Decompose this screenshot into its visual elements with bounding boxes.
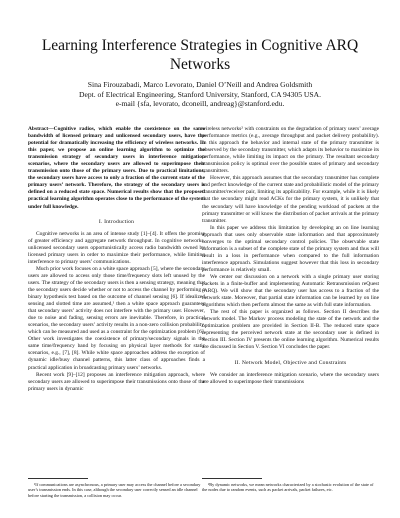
paragraph: Cognitive networks is an area of intense study [1]–[4]. It offers the promise of greater efficiency and aggregate network throughput. In cognitive networks, unlicensed secondary users opportunistically access radio bandwidth owned by licensed primary users in order to maximize their performance, while limiting interference to primary users’ communications. <box>28 230 205 265</box>
authors: Sina Firouzabadi, Marco Levorato, Daniel O’Neill and Andrea Goldsmith <box>87 80 313 89</box>
abstract: Abstract—Cognitive radios, which enable the coexistence on the same bandwidth of licensed primary and unlicensed secondary users, have the potential for dramatically increasing the efficiency of wireless networks. In this paper, we propose an online learning algorithm to optimize the transmission strategy of secondary users in interference mitigation scenarios, where the secondary users are allowed to superimpose their transmission onto those of the primary users. Due to practical limitations, the secondary users have access to only a fraction of the current state of the primary users’ network. Therefore, the strategy of the secondary users is defined on a reduced state space. Numerical results show that the proposed practical learning algorithm operates close to the performance of the system under full knowledge. <box>28 126 205 210</box>
left-column <box>28 126 205 393</box>
paragraph: In this paper we address this limitation by developing an on line learning approach that uses only observable state information and that approximately converges to the optimal secondary control policies. The observable state information is a subset of the complete state of the primary system and thus will result in a loss in performance when compared to the full information interference approach. Simulations suggest however that this loss in secondary performance is relatively small. <box>202 224 379 273</box>
footnote: ²By dynamic networks, we mean networks characterized by a stochastic evolution of the state of the nodes due to random events, such as packet arrivals, packet failures, etc. <box>202 482 374 493</box>
paragraph: We consider an interference mitigation scenario, where the secondary users are allowed to superimpose their transmissions <box>202 371 379 385</box>
paragraph: Recent work [9]–[12] proposes an interference mitigation approach, where secondary users are allowed to superimpose their transmissions onto those of the primary users in dynamic <box>28 371 205 392</box>
paragraph: Much prior work focuses on a white space approach [5], where the secondary users are allowed to access only those time/frequency slots left unused by the users. The strategy of the secondary users is then a sensing strategy, meaning that the secondary users decide whether or not to access the channel by performing a binary hypothesis test based on the outcome of channel sensing [6]. If idealized sensing and slotted time are assumed,¹ then a white space approach guarantees that secondary users’ activity does not interfere with the primary user. However, due to noise and fading, sensing errors are inevitable. Therefore, in practical scenarios, the secondary users’ activity results in a non-zero collision probability, which can be measured and used as a constraint for the optimization problem [6]. Other work investigates the coexistence of primary/secondary signals in the same time/frequency band by focusing on physical layer methods for static scenarios, e.g., [7], [8]. While white space approaches address the exception of dynamic idle/busy channel patterns, this latter class of approaches finds a practical application in broadcasting primary users’ networks. <box>28 265 205 371</box>
section-heading-network-model: II. Network Model, Objective and Constraints <box>234 359 347 366</box>
paragraph: wireless networks² with constraints on the degradation of primary users’ average performance metrics (e.g., average throughput and packet delivery probability). In this approach the behavior and internal state of the primary transmitter is observed by the secondary transmitter, which adapts its behavior to maximize its performance, while limiting its impact on the primary. The resultant secondary transmission policy is optimal over the possible states of primary and secondary transmitters. <box>202 126 379 175</box>
right-column <box>202 126 379 386</box>
email: e-mail {sfa, levorato, dconeill, andreag}@stanford.edu. <box>115 99 285 109</box>
paragraph: However, this approach assumes that the secondary transmitter has complete and perfect knowledge of the current state and probabilistic model of the primary transmitter/receiver pair, limiting its applicability. For example, while it is likely that the secondary might read ACKs for the primary system, it is unlikely that the secondary will have knowledge of the pending workload of packets at the primary transmitter or will know the distribution of packet arrivals at the primary transmitter. <box>202 175 379 224</box>
paragraph: We center our discussion on a network with a single primary user storing packets in a finite-buffer and implementing Automatic Retransmission reQuest (ARQ). We will show that the secondary user has access to a fraction of the network state. Moreover, that partial state information can be learned by on line algorithms which then perform almost the same as with full state information. <box>202 273 379 309</box>
paper-title: Learning Interference Strategies in Cognitive ARQ Networks <box>41 37 359 73</box>
paragraph: The rest of this paper is organized as follows. Section II describes the network model. The Markov process modeling the state of the network and the optimization problem are provided in Section II-B. The reduced state space representing the perceived network state at the secondary user is defined in Section III. Section IV presents the online learning algorithm. Numerical results are discussed in Section V. Section VI concludes the paper. <box>202 309 379 351</box>
footnote: ¹If communications are asynchronous, a primary user may access the channel before a secondary user’s transmission ends. In this case, although the secondary user correctly sensed an idle channel before starting the transmission, a collision may occur. <box>28 482 201 498</box>
affiliation: Dept. of Electrical Engineering, Stanford University, Stanford, CA 94305 USA. <box>78 89 322 99</box>
footnote-divider <box>28 478 88 479</box>
author-block <box>20 80 380 109</box>
footnote-right-block <box>202 472 379 493</box>
footnote-left-block <box>28 472 205 498</box>
footnote-divider <box>202 478 262 479</box>
section-heading-introduction: I. Introduction <box>98 218 135 225</box>
